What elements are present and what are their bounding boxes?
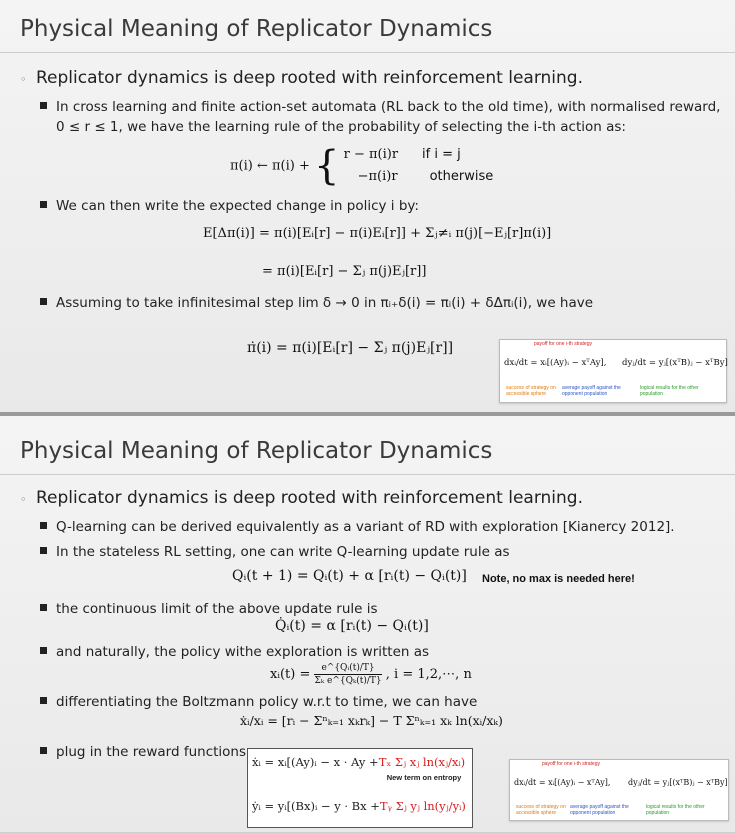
bullet-marker-icon: ◦ bbox=[20, 73, 27, 86]
sub-bullet-4-text: and naturally, the policy withe exploration is written as bbox=[56, 644, 430, 660]
sub-bullet-3 bbox=[40, 599, 378, 619]
mini-label-green: logical results for the other population bbox=[646, 804, 705, 816]
eq1-case2: −π(i)r bbox=[357, 169, 398, 184]
sub-bullet-2 bbox=[40, 196, 419, 216]
mini-eq-b: dyⱼ/dt = yⱼ[(xᵀB)ⱼ − xᵀBy] bbox=[622, 358, 728, 368]
box-eq-2-a: ẏᵢ = yᵢ[(Bx)ᵢ − y · Bx + bbox=[252, 799, 380, 813]
sub-bullet-1-text-b: 0 ≤ r ≤ 1, we have the learning rule of the probability of selecting the i-th action as: bbox=[56, 119, 626, 135]
mini-top-label: payoff for one i-th strategy bbox=[534, 341, 592, 347]
title-divider bbox=[0, 474, 735, 475]
equation-boltzmann bbox=[270, 662, 472, 687]
box-eq-1-a: ẋᵢ = xᵢ[(Ay)ᵢ − x · Ay + bbox=[252, 755, 379, 769]
box-eq-1 bbox=[252, 755, 465, 769]
main-bullet-text: Replicator dynamics is deep rooted with reinforcement learning. bbox=[36, 68, 583, 88]
mini-top-label: payoff for one i-th strategy bbox=[542, 761, 600, 767]
eq3-denominator: Σₖ e^{Qₖ(t)/T} bbox=[314, 676, 382, 686]
sub-bullet-3 bbox=[40, 293, 593, 313]
sub-bullet-6-text: plug in the reward functions bbox=[56, 744, 247, 760]
sub-bullet-5 bbox=[40, 692, 477, 712]
sub-bullet-1-text: Q-learning can be derived equivalently as a variant of RD with exploration [Kianercy 2012]. bbox=[56, 519, 675, 535]
equation-expected-change-1: E[Δπ(i)] = π(i)[Eᵢ[r] − π(i)Eᵢ[r]] + Σⱼ≠ᵢ π(j)[−Eⱼ[r]π(i)] bbox=[203, 226, 552, 241]
square-bullet-icon bbox=[40, 201, 47, 208]
sub-bullet-6 bbox=[40, 742, 246, 762]
square-bullet-icon bbox=[40, 102, 47, 109]
eq3-numerator: e^{Qᵢ(t)/T} bbox=[314, 662, 381, 675]
eq1-cond2: otherwise bbox=[429, 169, 494, 184]
slide-title: Physical Meaning of Replicator Dynamics bbox=[20, 16, 493, 42]
sub-bullet-2 bbox=[40, 542, 510, 562]
equation-boltzmann-derivative: ẋᵢ/xᵢ = [rᵢ − Σⁿₖ₌₁ xₖrₖ] − T Σⁿₖ₌₁ xₖ ln(xᵢ/xₖ) bbox=[240, 713, 503, 728]
sub-bullet-1-text-a: In cross learning and finite action-set automata (RL back to the old time), with normalised reward, bbox=[56, 99, 721, 115]
sub-bullet-3-text: the continuous limit of the above update rule is bbox=[56, 601, 378, 617]
sub-bullet-4 bbox=[40, 642, 429, 662]
main-bullet bbox=[20, 68, 583, 88]
reward-plugged-equations-box bbox=[247, 748, 473, 828]
mini-label-orange: success of strategy on accessible sphere bbox=[506, 385, 556, 397]
mini-label-blue: average payoff against the opponent population bbox=[562, 385, 621, 397]
mini-eq-b: dyⱼ/dt = yⱼ[(xᵀB)ⱼ − xᵀBy] bbox=[628, 778, 728, 787]
square-bullet-icon bbox=[40, 298, 47, 305]
slide-1 bbox=[0, 0, 735, 414]
eq3-lhs: xᵢ(t) = bbox=[270, 667, 311, 682]
slide-title: Physical Meaning of Replicator Dynamics bbox=[20, 438, 493, 464]
bullet-marker-icon: ◦ bbox=[20, 493, 27, 506]
mini-label-green: logical results for the other population bbox=[640, 385, 699, 397]
sub-bullet-1 bbox=[40, 97, 720, 137]
square-bullet-icon bbox=[40, 604, 47, 611]
note-no-max: Note, no max is needed here! bbox=[482, 573, 635, 585]
mini-label-orange: success of strategy on accessible sphere bbox=[516, 804, 566, 816]
sub-bullet-2-text: In the stateless RL setting, one can write Q-learning update rule as bbox=[56, 544, 510, 560]
square-bullet-icon bbox=[40, 647, 47, 654]
box-eq-2-b: Tᵧ Σⱼ yⱼ ln(yⱼ/yᵢ) bbox=[379, 799, 466, 813]
main-bullet-text: Replicator dynamics is deep rooted with reinforcement learning. bbox=[36, 488, 583, 508]
box-note-entropy: New term on entropy bbox=[386, 773, 462, 782]
eq1-lhs: π(i) ← π(i) + bbox=[230, 158, 310, 174]
eq1-cond1: if i = j bbox=[422, 147, 461, 162]
slide-2 bbox=[0, 416, 735, 833]
main-bullet bbox=[20, 488, 583, 508]
eq1-case1: r − π(i)r bbox=[343, 147, 399, 162]
box-eq-2 bbox=[252, 799, 466, 813]
replicator-equations-thumbnail bbox=[509, 759, 729, 821]
equation-q-continuous: Q̇ᵢ(t) = α [rᵢ(t) − Qᵢ(t)] bbox=[275, 618, 429, 634]
equation-expected-change-2: = π(i)[Eᵢ[r] − Σⱼ π(j)Eⱼ[r]] bbox=[262, 264, 427, 279]
box-eq-1-b: Tₓ Σⱼ xⱼ ln(xⱼ/xᵢ) bbox=[378, 755, 466, 769]
equation-replicator: π̇(i) = π(i)[Eᵢ[r] − Σⱼ π(j)Eⱼ[r]] bbox=[247, 340, 454, 356]
square-bullet-icon bbox=[40, 522, 47, 529]
square-bullet-icon bbox=[40, 547, 47, 554]
mini-eq-a: dxᵢ/dt = xᵢ[(Ay)ᵢ − xᵀAy], bbox=[514, 778, 611, 787]
square-bullet-icon bbox=[40, 747, 47, 754]
mini-eq-a: dxᵢ/dt = xᵢ[(Ay)ᵢ − xᵀAy], bbox=[504, 358, 607, 368]
eq3-rhs: , i = 1,2,⋯, n bbox=[385, 667, 472, 682]
replicator-equations-thumbnail bbox=[499, 339, 727, 403]
equation-learning-rule bbox=[230, 144, 493, 188]
sub-bullet-3-text: Assuming to take infinitesimal step lim δ → 0 in πᵢ₊δ(i) = πᵢ(i) + δΔπᵢ(i), we have bbox=[56, 295, 594, 311]
sub-bullet-2-text: We can then write the expected change in policy i by: bbox=[56, 198, 419, 214]
mini-label-blue: average payoff against the opponent population bbox=[570, 804, 629, 816]
square-bullet-icon bbox=[40, 697, 47, 704]
title-divider bbox=[0, 52, 735, 53]
brace-icon: { bbox=[314, 143, 340, 189]
sub-bullet-1 bbox=[40, 517, 675, 537]
equation-q-update: Qᵢ(t + 1) = Qᵢ(t) + α [rᵢ(t) − Qᵢ(t)] bbox=[232, 568, 467, 584]
sub-bullet-5-text: differentiating the Boltzmann policy w.r.t to time, we can have bbox=[56, 694, 478, 710]
